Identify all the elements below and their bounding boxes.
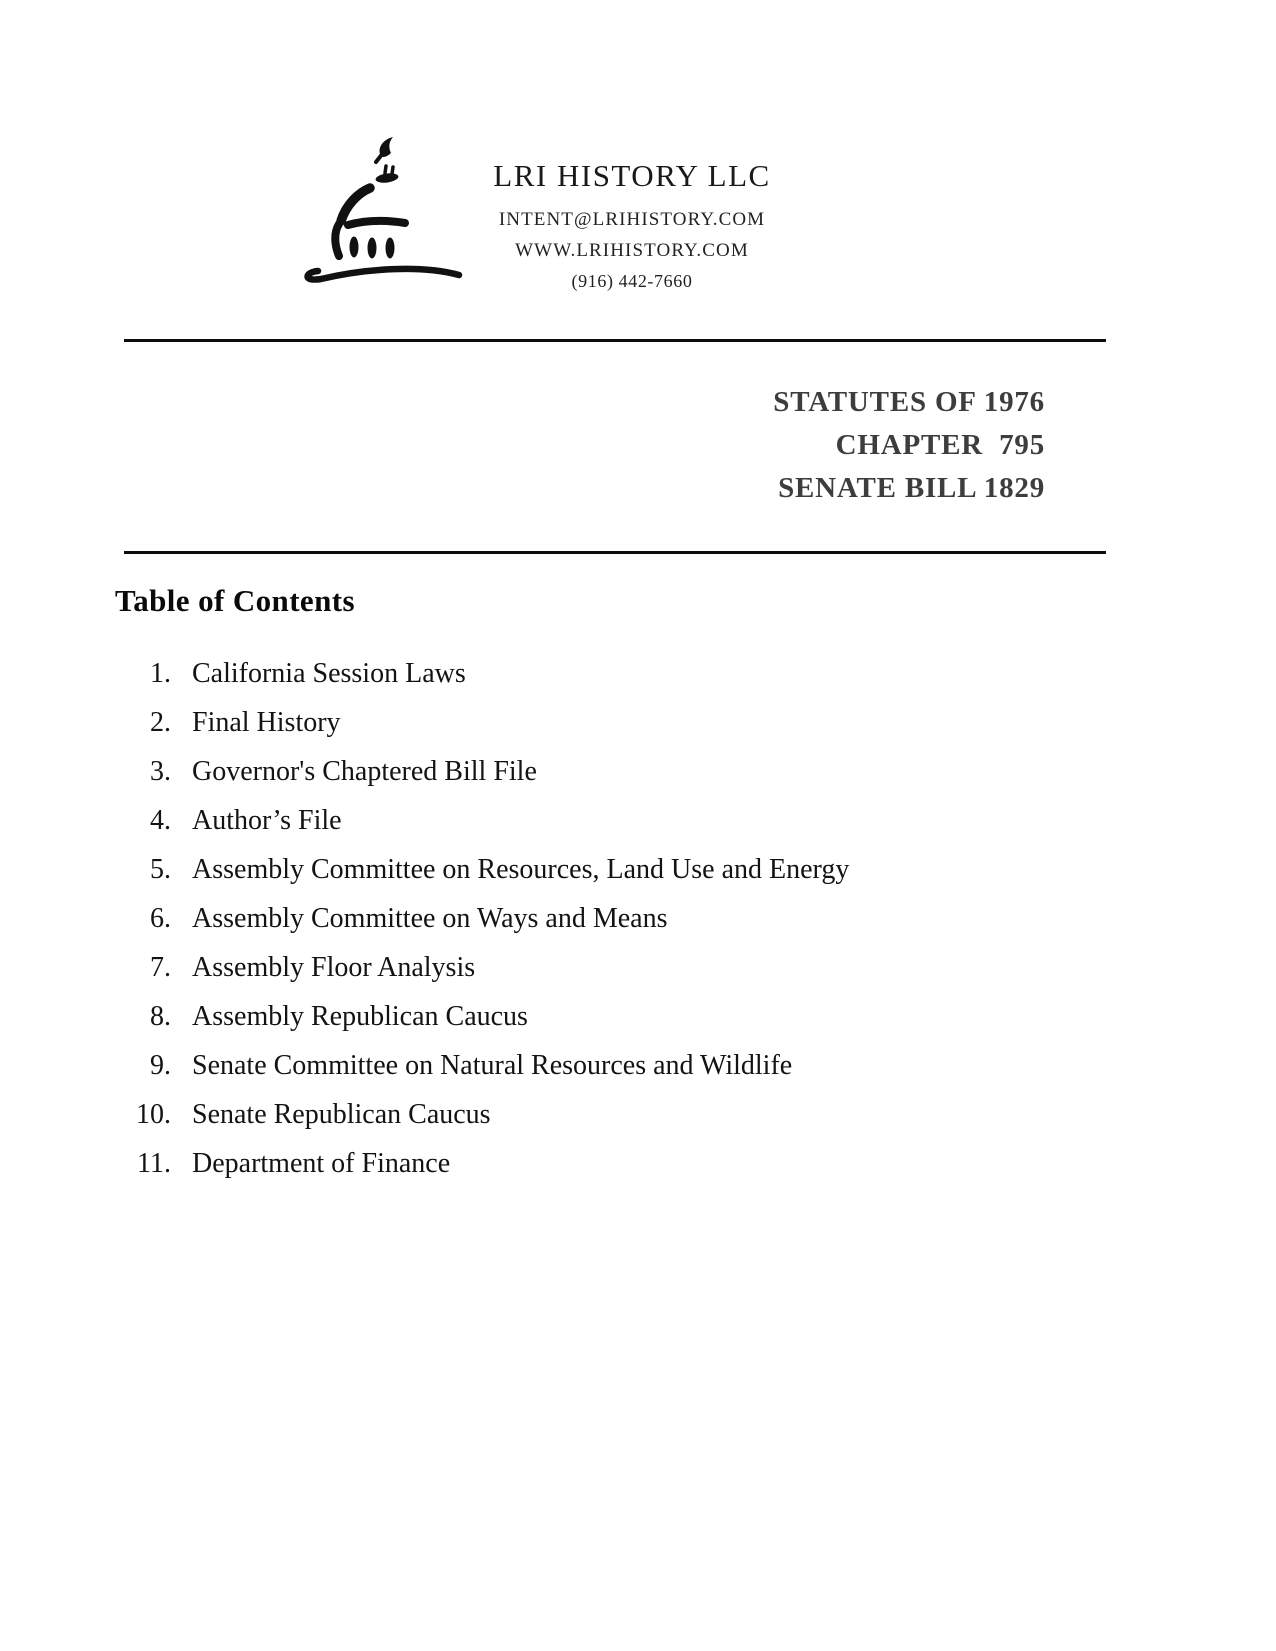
company-phone: (916) 442-7660 bbox=[571, 271, 693, 291]
company-email: INTENT@LRIHISTORY.COM bbox=[498, 209, 766, 230]
toc-item-label: Final History bbox=[192, 706, 341, 738]
toc-item-number: 1. bbox=[150, 657, 171, 689]
toc-item-label: Assembly Committee on Ways and Means bbox=[192, 902, 668, 934]
toc-item-label: Assembly Committee on Resources, Land Use and Energy bbox=[192, 853, 850, 885]
bill-reference-block bbox=[773, 381, 1045, 510]
toc-item-label: Senate Committee on Natural Resources and Wildlife bbox=[192, 1049, 793, 1081]
toc-item-number: 7. bbox=[150, 951, 171, 983]
toc-item-number: 8. bbox=[150, 1000, 171, 1032]
toc-item-label: Senate Republican Caucus bbox=[192, 1098, 491, 1130]
toc-item-label: Department of Finance bbox=[192, 1147, 451, 1179]
letterhead bbox=[450, 158, 814, 297]
toc-item bbox=[0, 1090, 1276, 1139]
toc-item-number: 11. bbox=[137, 1147, 171, 1179]
company-logo bbox=[296, 128, 464, 288]
toc-title: Table of Contents bbox=[115, 583, 355, 618]
toc-item bbox=[0, 1139, 1276, 1188]
toc-list bbox=[0, 649, 1276, 1188]
senate-bill-line: SENATE BILL 1829 bbox=[778, 472, 1045, 504]
toc-item bbox=[0, 845, 1276, 894]
toc-item bbox=[0, 698, 1276, 747]
company-name: LRI HISTORY LLC bbox=[493, 158, 771, 193]
toc-item-label: Author’s File bbox=[192, 804, 342, 836]
toc-item-number: 3. bbox=[150, 755, 171, 787]
statutes-line: STATUTES OF 1976 bbox=[773, 386, 1045, 418]
toc-item-number: 9. bbox=[150, 1049, 171, 1081]
capitol-dome-icon bbox=[296, 128, 464, 288]
toc-item-number: 4. bbox=[150, 804, 171, 836]
chapter-line: CHAPTER 795 bbox=[835, 429, 1045, 461]
toc-item bbox=[0, 943, 1276, 992]
toc-item-label: California Session Laws bbox=[192, 657, 466, 689]
divider-top bbox=[124, 339, 1106, 342]
toc-item-number: 5. bbox=[150, 853, 171, 885]
toc-item-label: Governor's Chaptered Bill File bbox=[192, 755, 537, 787]
toc-item bbox=[0, 1041, 1276, 1090]
toc-item bbox=[0, 796, 1276, 845]
toc-item bbox=[0, 649, 1276, 698]
toc-item-number: 2. bbox=[150, 706, 171, 738]
toc-item bbox=[0, 747, 1276, 796]
toc-item-label: Assembly Floor Analysis bbox=[192, 951, 476, 983]
toc-item bbox=[0, 894, 1276, 943]
toc-item-label: Assembly Republican Caucus bbox=[192, 1000, 528, 1032]
divider-bottom bbox=[124, 551, 1106, 554]
company-website: WWW.LRIHISTORY.COM bbox=[515, 240, 749, 261]
toc-item bbox=[0, 992, 1276, 1041]
toc-item-number: 10. bbox=[136, 1098, 171, 1130]
toc-item-number: 6. bbox=[150, 902, 171, 934]
